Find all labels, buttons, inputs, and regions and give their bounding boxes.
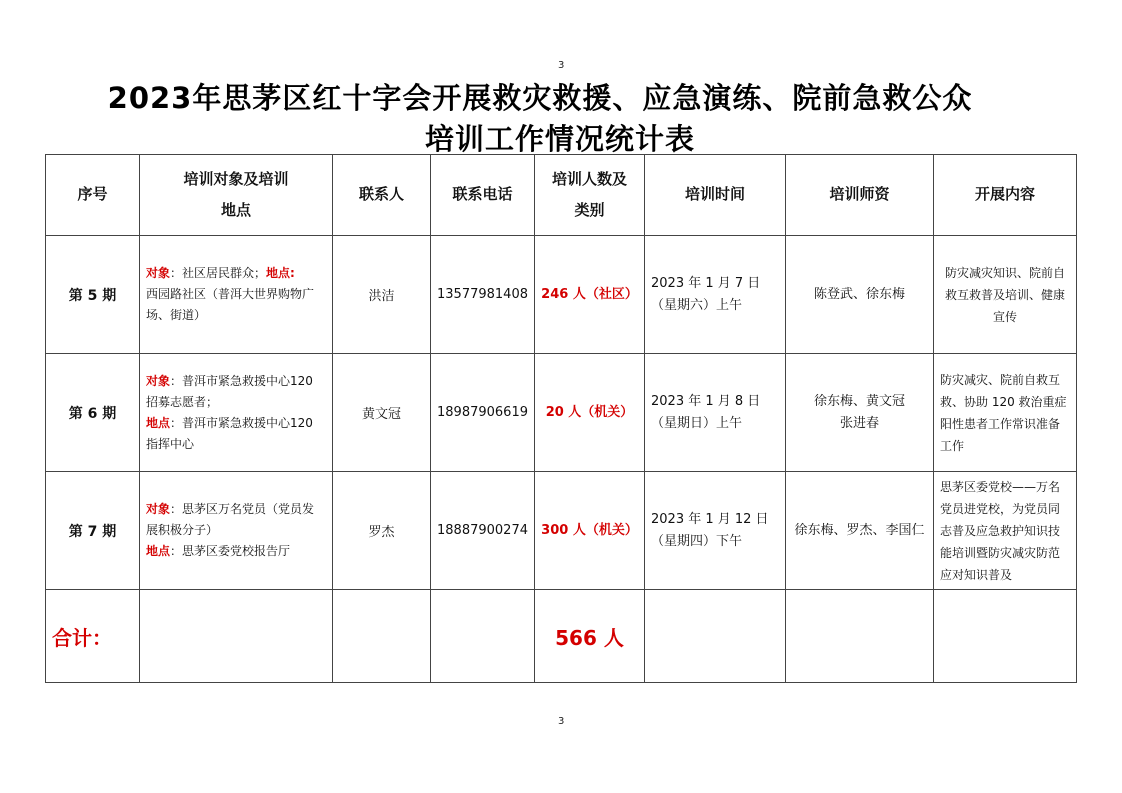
target-label: 对象: [146, 373, 171, 388]
content-cell: 防灾减灾、院前自救互救、协助 120 救治重症阳性患者工作常识准备工作: [934, 354, 1077, 472]
place-label: 地点: [146, 544, 171, 558]
period-cell: 第 7 期: [46, 472, 140, 590]
header-row: [46, 155, 1077, 236]
total-row: [46, 590, 1077, 683]
count-cell: 246 人（社区）: [535, 236, 645, 354]
count-cell: 300 人（机关）: [535, 472, 645, 590]
place-text: ：普洱市紧急救援中心120 指挥中心: [146, 415, 313, 451]
header-target-line2: 地点: [220, 201, 251, 219]
empty-cell: [645, 590, 786, 683]
page-title-line1: 2023年思茅区红十字会开展救灾救援、应急演练、院前急救公众: [107, 81, 973, 115]
time-cell: 2023 年 1 月 7 日（星期六）上午: [645, 236, 786, 354]
place-label: 地点:: [266, 266, 295, 280]
target-cell: [140, 354, 333, 472]
place-text: 西园路社区（普洱大世界购物广场、街道）: [146, 287, 315, 322]
content-cell: 防灾减灾知识、院前自救互救普及培训、健康宣传: [934, 236, 1077, 354]
header-teacher: 培训师资: [786, 155, 934, 236]
target-text: ：社区居民群众；: [170, 266, 267, 280]
teacher-cell: 徐东梅、罗杰、李国仁: [786, 472, 934, 590]
phone-cell: 18987906619: [431, 354, 535, 472]
table-row: [46, 472, 1077, 590]
table-row: [46, 236, 1077, 354]
empty-cell: [786, 590, 934, 683]
page-title-line2: 培训工作情况统计表: [424, 122, 695, 156]
header-phone: 联系电话: [431, 155, 535, 236]
header-target: [140, 155, 333, 236]
time-cell: 2023 年 1 月 12 日（星期四）下午: [645, 472, 786, 590]
target-label: 对象: [146, 266, 171, 280]
table-row: [46, 354, 1077, 472]
header-contact: 联系人: [333, 155, 431, 236]
target-text: ：思茅区万名党员（党员发展积极分子）: [146, 502, 315, 537]
phone-cell: 13577981408: [431, 236, 535, 354]
header-seq: 序号: [46, 155, 140, 236]
target-text: ：普洱市紧急救援中心120 招募志愿者；: [146, 373, 313, 409]
empty-cell: [333, 590, 431, 683]
header-count-line1: 培训人数及: [551, 169, 627, 188]
contact-cell: 洪洁: [333, 236, 431, 354]
count-cell: 20 人（机关）: [535, 354, 645, 472]
total-count: 566 人: [535, 590, 645, 683]
total-label: 合计：: [46, 590, 140, 683]
contact-cell: 罗杰: [333, 472, 431, 590]
period-cell: 第 5 期: [46, 236, 140, 354]
statistics-table: [45, 154, 1077, 683]
empty-cell: [140, 590, 333, 683]
contact-cell: 黄文冠: [333, 354, 431, 472]
place-label: 地点: [146, 415, 171, 430]
content-cell: 思茅区委党校——万名党员进党校，为党员同志普及应急救护知识技能培训暨防灾减灾防范应对知识普及: [934, 472, 1077, 590]
header-content: 开展内容: [934, 155, 1077, 236]
period-cell: 第 6 期: [46, 354, 140, 472]
header-count: [535, 155, 645, 236]
time-cell: 2023 年 1 月 8 日（星期日）上午: [645, 354, 786, 472]
target-label: 对象: [146, 502, 171, 516]
header-target-line1: 培训对象及培训: [183, 169, 289, 188]
teacher-cell: 徐东梅、黄文冠 张进春: [786, 354, 934, 472]
header-count-line2: 类别: [574, 201, 605, 219]
empty-cell: [431, 590, 535, 683]
target-cell: [140, 472, 333, 590]
target-cell: [140, 236, 333, 354]
empty-cell: [934, 590, 1077, 683]
phone-cell: 18887900274: [431, 472, 535, 590]
header-time: 培训时间: [645, 155, 786, 236]
place-text: ：思茅区委党校报告厅: [170, 544, 291, 558]
teacher-cell: 陈登武、徐东梅: [786, 236, 934, 354]
page-number-bottom: 3: [558, 716, 565, 727]
page-number-top: 3: [558, 60, 565, 71]
